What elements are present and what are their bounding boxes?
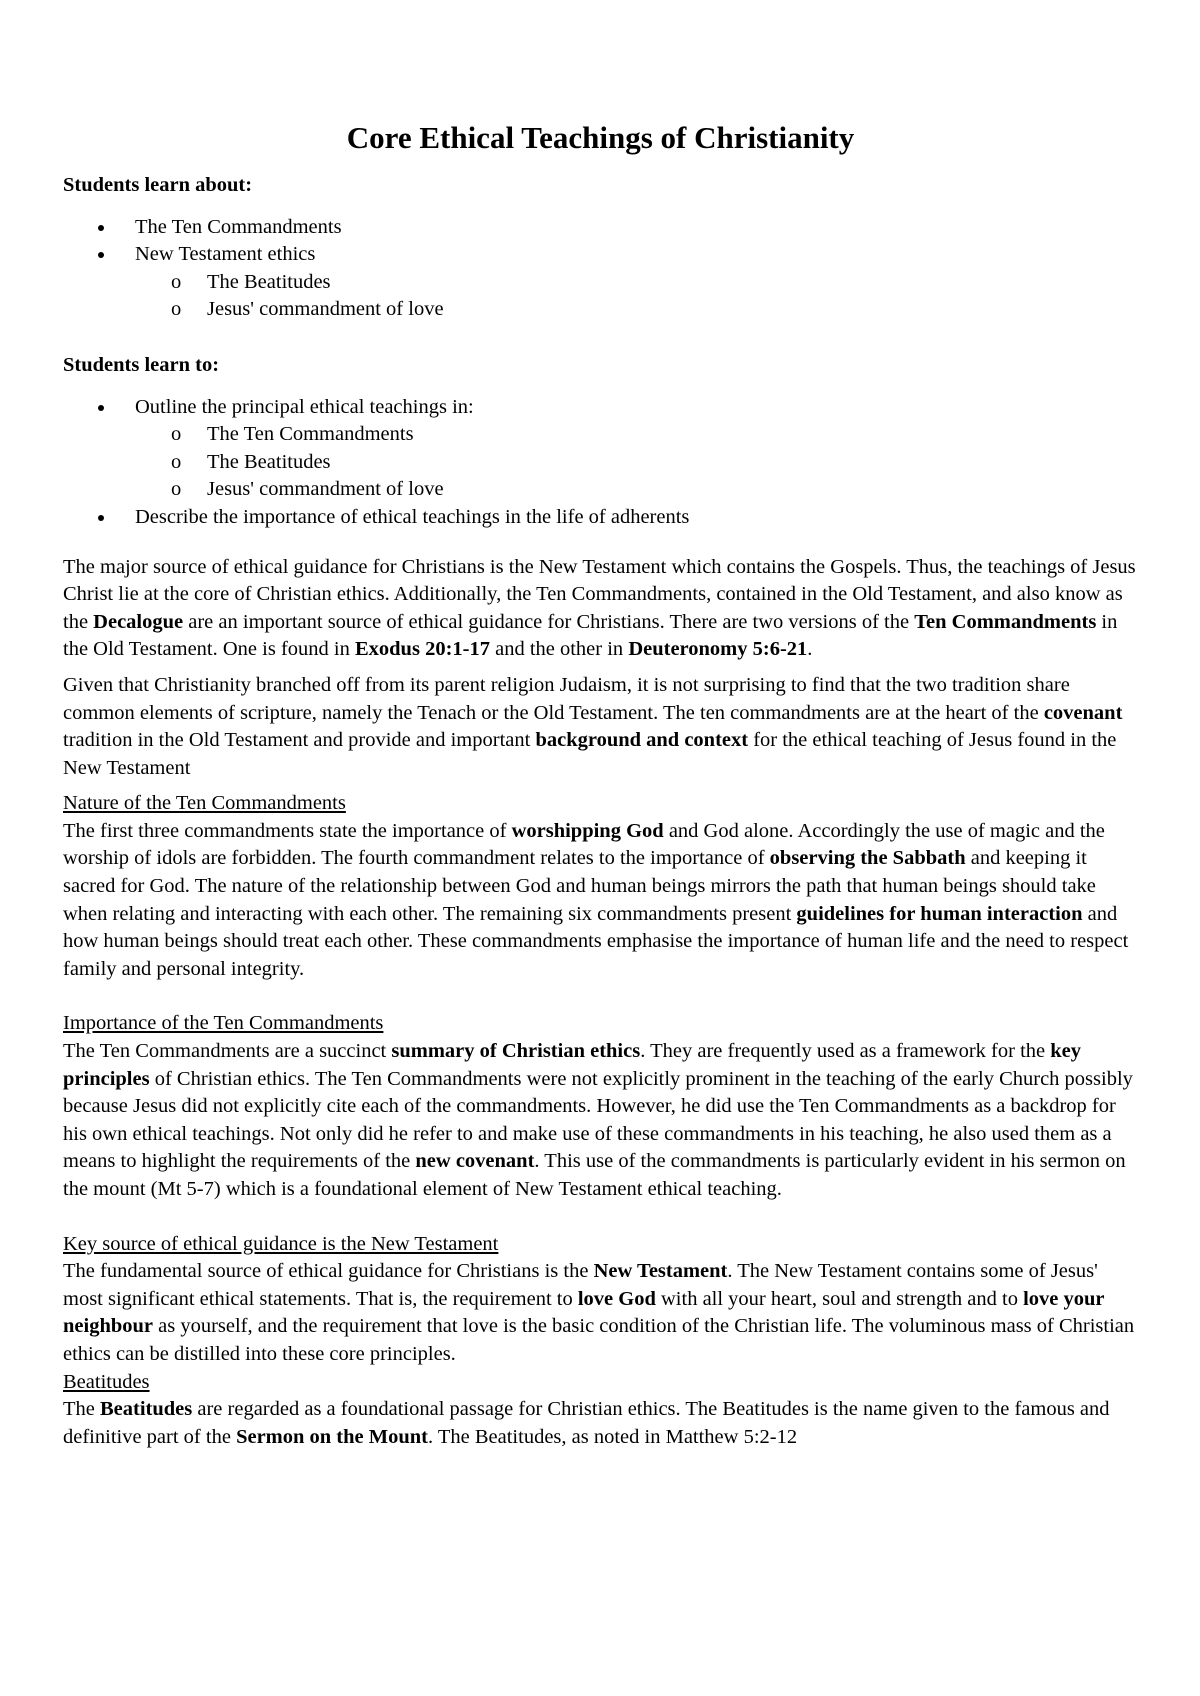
importance-body: The Ten Commandments are a succinct summary of Christian ethics. They are frequently used as a framework for the key principles of Christian ethics. The Ten Commandments were not explicitly prominent in the teaching of the early Church possibly because Jesus did not explicitly cite each of the commandments. However, he did use the Ten Commandments as a backdrop for his own ethical teachings. Not only did he refer to and make use of these commandments in his teaching, he also used them as a means to highlight the requirements of the new covenant. This use of the commandments is particularly evident in his sermon on the mount (Mt 5-7) which is a foundational element of New Testament ethical teaching. xyxy=(63,1040,1133,1200)
sub-list-item: o Jesus' commandment of love xyxy=(135,296,1138,324)
bold-term: summary of Christian ethics xyxy=(391,1040,641,1063)
learn-to-list xyxy=(63,394,1138,532)
learn-about-heading: Students learn about: xyxy=(63,174,253,196)
spacer xyxy=(63,1204,1138,1231)
bold-term: Ten Commandments xyxy=(914,610,1097,633)
intro-paragraph-2: Given that Christianity branched off from its parent religion Judaism, it is not surprising to find that the two tradition share common elements of scripture, namely the Tenach or the Old Testament. The ten commandments are at the heart of the covenant tradition in the Old Testament and provide and important background and context for the ethical teaching of Jesus found in the New Testament xyxy=(63,673,1123,779)
list-item xyxy=(63,241,1138,324)
nature-heading: Nature of the Ten Commandments xyxy=(63,792,346,815)
sub-list-item: o The Ten Commandments xyxy=(135,421,1138,449)
bold-term: Exodus 20:1-17 xyxy=(354,638,490,661)
document-page xyxy=(63,118,1138,1451)
beatitudes-body: The Beatitudes are regarded as a foundational passage for Christian ethics. The Beatitudes is the name given to the famous and definitive part of the Sermon on the Mount. The Beatitudes, as noted in Matthew 5:2-12 xyxy=(63,1398,1110,1448)
bold-term: Beatitudes xyxy=(100,1398,193,1421)
bold-term: key principles xyxy=(63,1040,1081,1090)
learn-to-heading: Students learn to: xyxy=(63,353,220,376)
sub-list-item: o The Beatitudes xyxy=(135,449,1138,477)
sub-list-item: o The Beatitudes xyxy=(135,269,1138,297)
list-item xyxy=(63,214,1138,242)
list-item xyxy=(63,504,1138,532)
spacer xyxy=(63,983,1138,1010)
bold-term: Sermon on the Mount xyxy=(236,1425,428,1448)
list-item-text: New Testament ethics xyxy=(135,243,316,266)
beatitudes-heading: Beatitudes xyxy=(63,1370,150,1393)
bold-term: observing the Sabbath xyxy=(769,847,966,870)
nature-body: The first three commandments state the importance of worshipping God and God alone. Accordingly the use of magic and the worship of idols are forbidden. The fourth commandment relates to the importance of observing the Sabbath and keeping it sacred for God. The nature of the relationship between God and human beings mirrors the path that human beings should take when relating and interacting with each other. The remaining six commandments present guidelines for human interaction and how human beings should treat each other. These commandments emphasise the importance of human life and the need to respect family and personal integrity. xyxy=(63,819,1129,980)
bold-term: Decalogue xyxy=(93,610,184,633)
page-title: Core Ethical Teachings of Christianity xyxy=(346,120,855,155)
learn-about-list xyxy=(63,214,1138,324)
bold-term: new covenant xyxy=(415,1150,535,1173)
bold-term: love your neighbour xyxy=(63,1287,1105,1338)
sub-list xyxy=(135,421,1138,504)
sub-list xyxy=(135,269,1138,324)
bold-term: guidelines for human interaction xyxy=(796,902,1083,925)
intro-paragraph-1: The major source of ethical guidance for Christians is the New Testament which contains the Gospels. Thus, the teachings of Jesus Christ lie at the core of Christian ethics. Additionally, the Ten Commandments, contained in the Old Testament, and also know as the Decalogue are an important source of ethical guidance for Christians. There are two versions of the Ten Commandments in the Old Testament. One is found in Exodus 20:1-17 and the other in Deuteronomy 5:6-21. xyxy=(63,555,1136,661)
bold-term: love God xyxy=(577,1287,656,1310)
key-source-body: The fundamental source of ethical guidance for Christians is the New Testament. The New Testament contains some of Jesus' most significant ethical statements. That is, the requirement to love God with all your heart, soul and strength and to love your neighbour as yourself, and the requirement that love is the basic condition of the Christian life. The voluminous mass of Christian ethics can be distilled into these core principles. xyxy=(63,1260,1135,1365)
bold-term: Deuteronomy 5:6-21 xyxy=(628,638,808,661)
list-item xyxy=(63,394,1138,504)
sub-list-item: o Jesus' commandment of love xyxy=(135,476,1138,504)
key-source-heading: Key source of ethical guidance is the New Testament xyxy=(63,1232,499,1255)
importance-heading: Importance of the Ten Commandments xyxy=(63,1012,384,1035)
list-item-text: Describe the importance of ethical teachings in the life of adherents xyxy=(135,505,690,528)
list-item-text: Outline the principal ethical teachings in: xyxy=(135,395,474,418)
bold-term: covenant xyxy=(1043,701,1123,724)
bold-term: background and context xyxy=(535,729,749,752)
list-item-text: The Ten Commandments xyxy=(135,215,342,238)
bold-term: worshipping God xyxy=(511,819,664,842)
bold-term: New Testament xyxy=(593,1260,728,1283)
